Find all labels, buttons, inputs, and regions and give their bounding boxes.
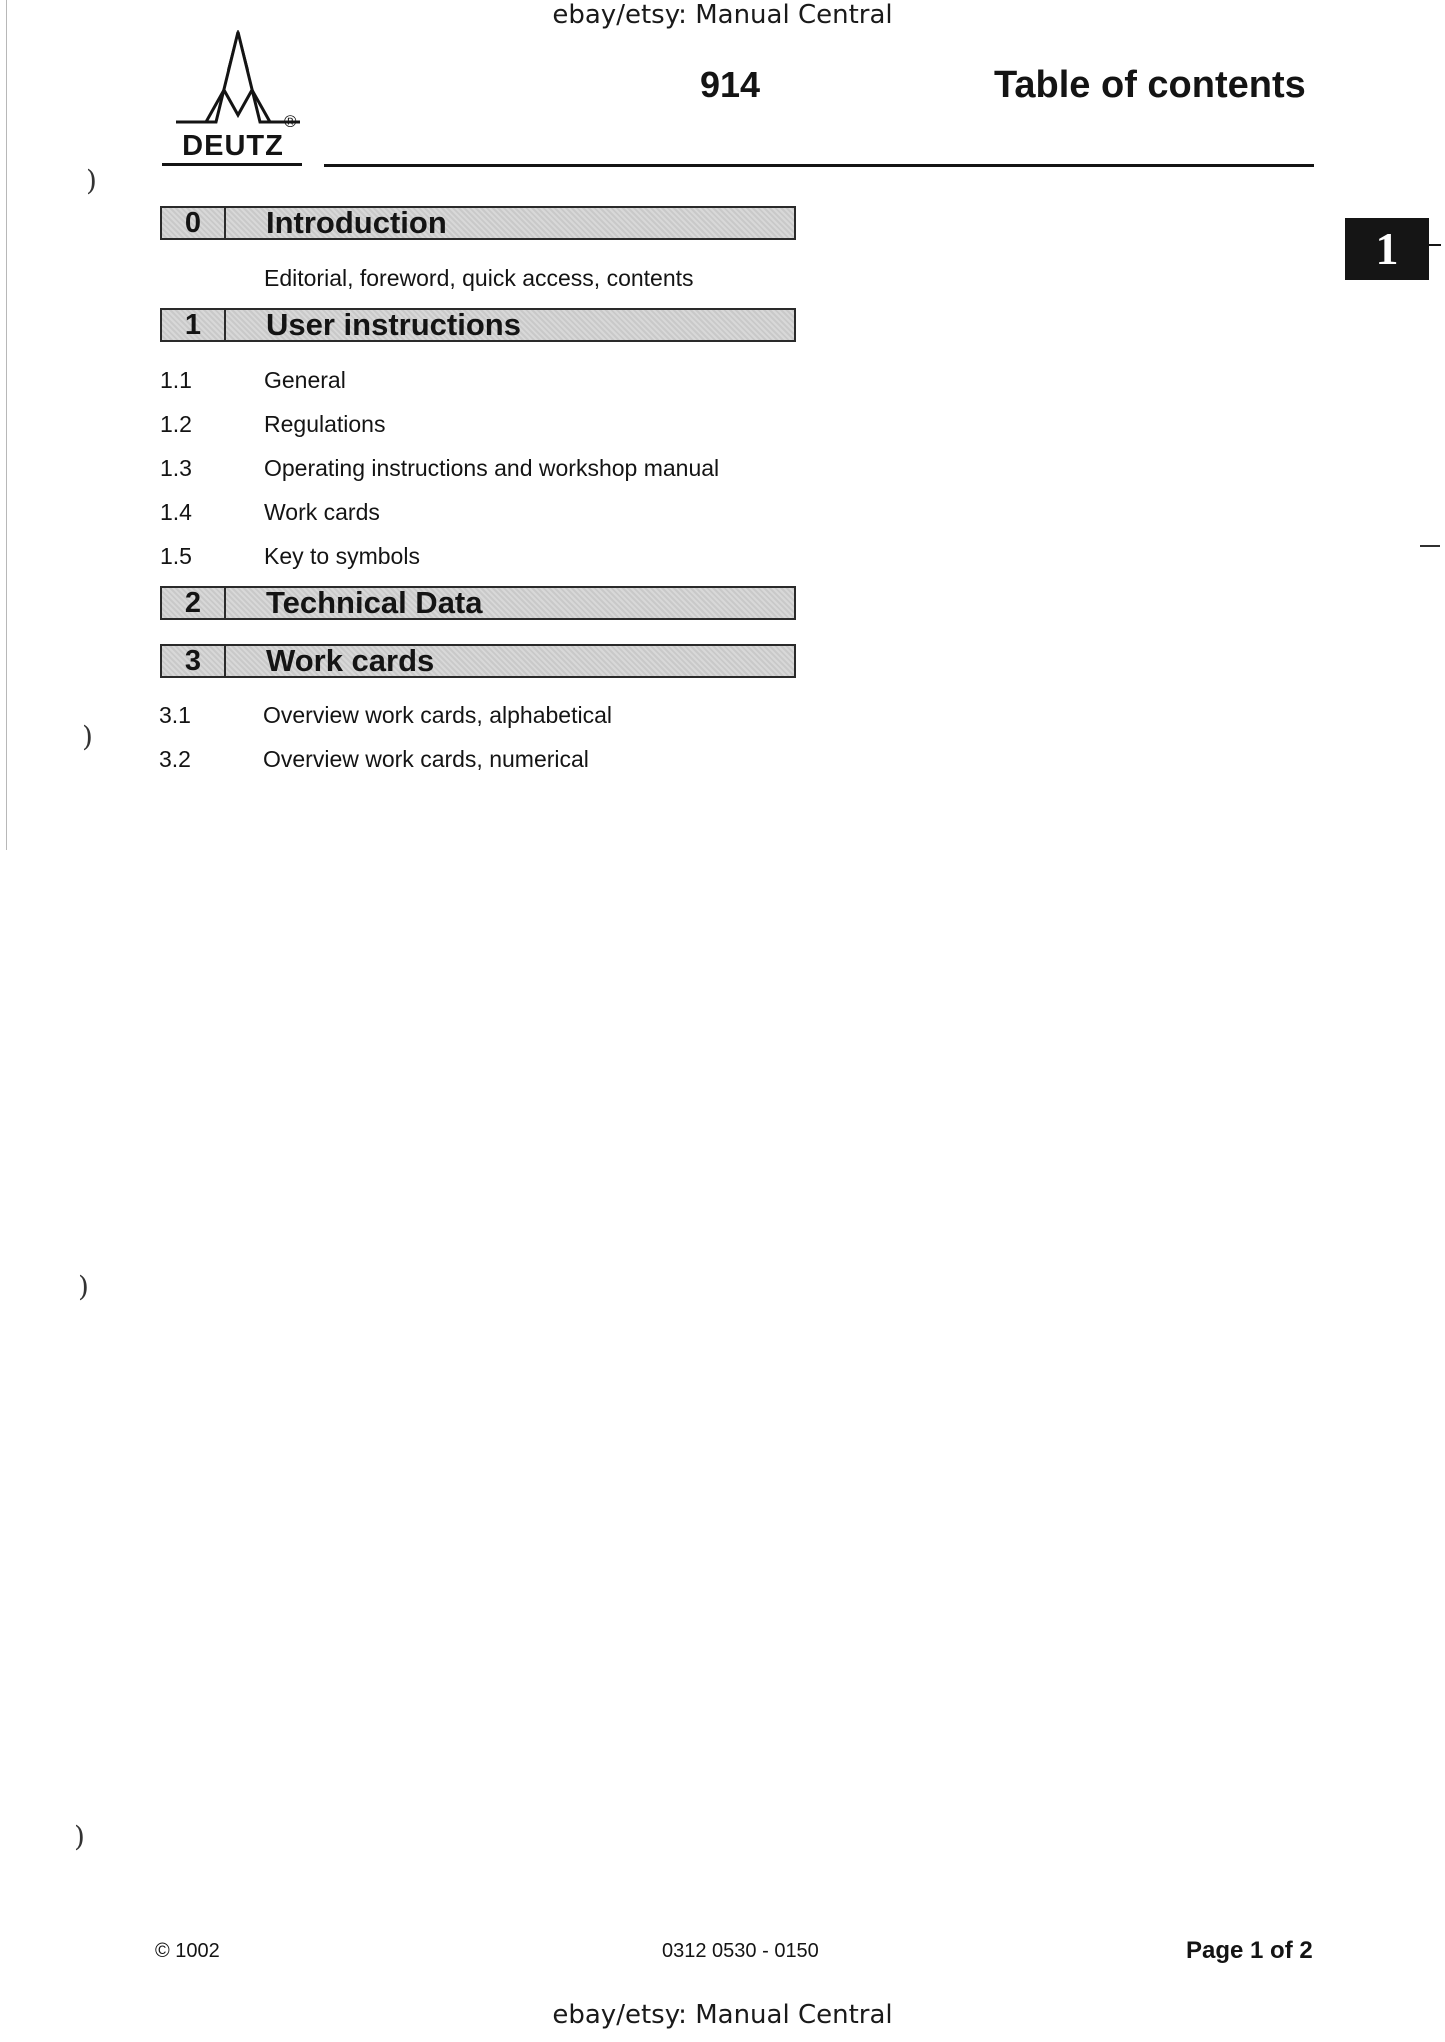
entry-number: 1.5 xyxy=(160,543,192,569)
header-rule xyxy=(324,164,1314,167)
chapter-number: 2 xyxy=(162,588,226,618)
footer-page-number: Page 1 of 2 xyxy=(1186,1937,1313,1964)
model-number: 914 xyxy=(700,64,761,105)
entry-text: Regulations xyxy=(264,411,386,437)
registered-mark: ® xyxy=(284,112,297,131)
entry-text: Overview work cards, numerical xyxy=(263,746,589,772)
entry-number: 1.1 xyxy=(160,367,192,393)
entry-number: 3.2 xyxy=(159,746,191,772)
chapter-number: 1 xyxy=(162,310,226,340)
brand-name: DEUTZ xyxy=(182,130,284,162)
punch-hole-mark: ) xyxy=(86,164,97,197)
scan-margin-line xyxy=(6,0,7,850)
watermark-bottom: ebay/etsy: Manual Central xyxy=(552,2000,893,2030)
logo-underline xyxy=(162,163,302,166)
footer-doc-number: 0312 0530 - 0150 xyxy=(662,1940,819,1962)
margin-tick xyxy=(1420,545,1440,547)
chapter-number: 3 xyxy=(162,646,226,676)
tab-tick xyxy=(1429,244,1441,246)
entry-text: Work cards xyxy=(264,499,380,525)
entry-text: Overview work cards, alphabetical xyxy=(263,702,612,728)
watermark-top: ebay/etsy: Manual Central xyxy=(552,0,893,30)
chapter-tab: 1 xyxy=(1345,218,1429,280)
footer-copyright: © 1002 xyxy=(155,1940,220,1962)
chapter-number: 0 xyxy=(162,208,226,238)
chapter-0-heading[interactable] xyxy=(160,206,796,240)
chapter-2-heading[interactable] xyxy=(160,586,796,620)
chapter-title: Work cards xyxy=(266,643,435,678)
page-title: Table of contents xyxy=(994,64,1306,106)
entry-number: 3.1 xyxy=(159,702,191,728)
entry-text: Operating instructions and workshop manual xyxy=(264,455,720,481)
chapter-title: Introduction xyxy=(266,205,447,240)
entry-number: 1.2 xyxy=(160,411,192,437)
entry-number: 1.4 xyxy=(160,499,192,525)
punch-hole-mark: ) xyxy=(74,1820,85,1853)
entry-text: Editorial, foreword, quick access, contents xyxy=(264,265,694,291)
chapter-title: User instructions xyxy=(266,307,521,342)
punch-hole-mark: ) xyxy=(78,1270,89,1303)
entry-text: General xyxy=(264,367,346,393)
chapter-1-heading[interactable] xyxy=(160,308,796,342)
punch-hole-mark: ) xyxy=(82,720,93,753)
entry-text: Key to symbols xyxy=(264,543,420,569)
chapter-3-heading[interactable] xyxy=(160,644,796,678)
entry-number: 1.3 xyxy=(160,455,192,481)
chapter-title: Technical Data xyxy=(266,585,483,620)
